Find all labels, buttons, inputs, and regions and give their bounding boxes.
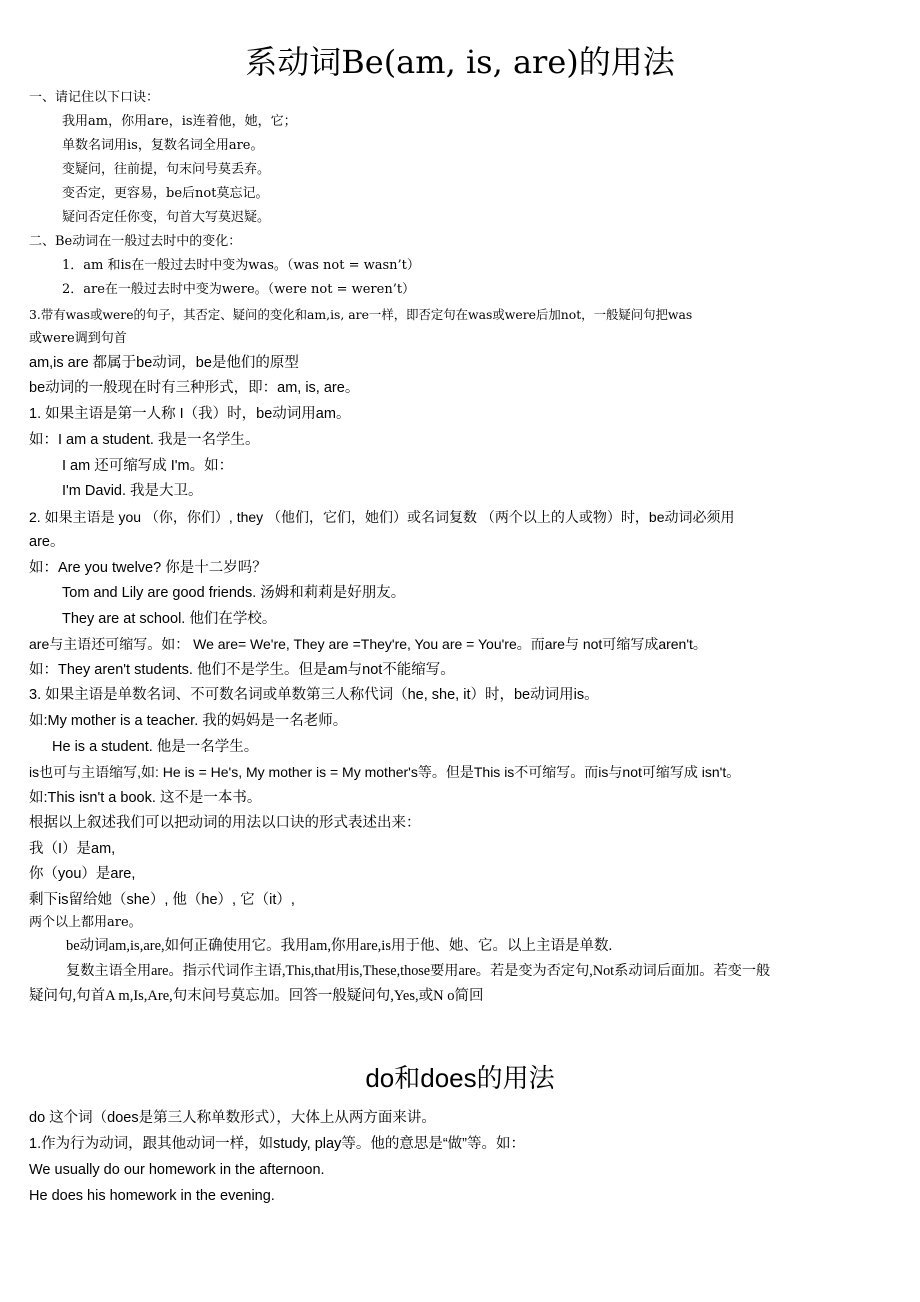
text-line: 1．am 和is在一般过去时中变为was。（was not = wasn’t） <box>62 258 420 273</box>
text-line: 我用am，你用are，is连着他，她，它； <box>62 114 297 129</box>
text-line: be动词的一般现在时有三种形式，即：am, is, are。 <box>29 380 360 396</box>
text-line: are与主语还可缩写。如： We are= We're, They are =They're, You are = You're。而are与 not可缩写成aren't。 <box>29 636 707 652</box>
text-line: 一、请记住以下口诀： <box>29 90 160 105</box>
text-line: 1.作为行为动词，跟其他动词一样，如study, play等。他的意思是“做”等。如： <box>29 1136 525 1152</box>
text-line: 变否定，更容易，be后not莫忘记。 <box>62 186 269 201</box>
text-line: 复数主语全用are。指示代词作主语,This,that用is,These,those要用are。若是变为否定句,Not系动词后面加。若变一般 <box>66 963 771 979</box>
text-line: 疑问否定任你变，句首大写莫迟疑。 <box>62 210 271 225</box>
text-line: We usually do our homework in the afternoon. <box>29 1162 325 1178</box>
text-line: 3.带有was或were的句子，其否定、疑问的变化和am,is, are一样，即否定句在was或were后加not，一般疑问句把was <box>29 307 693 322</box>
text-line: 两个以上都用are。 <box>29 915 142 930</box>
section-title: do和does的用法 <box>365 1063 555 1093</box>
text-line: 疑问句,句首A m,Is,Are,句末问号莫忘加。回答一般疑问句,Yes,或N o简回 <box>29 988 484 1004</box>
text-line: He is a student. 他是一名学生。 <box>52 739 259 755</box>
text-line: 如：I am a student. 我是一名学生。 <box>29 432 260 448</box>
text-line: 变疑问，往前提，句末问号莫丢弃。 <box>62 162 271 177</box>
text-line: 你（you）是are, <box>29 866 136 882</box>
text-line: 1. 如果主语是第一人称 I（我）时，be动词用am。 <box>29 406 351 422</box>
text-line: 或were调到句首 <box>29 331 127 346</box>
text-line: 根据以上叙述我们可以把动词的用法以口诀的形式表述出来： <box>29 815 421 831</box>
text-line: 如:This isn't a book. 这不是一本书。 <box>29 790 262 806</box>
text-line: 2. 如果主语是 you （你，你们）, they （他们，它们，她们）或名词复数 （两个以上的人或物）时，be动词必须用 <box>29 509 735 525</box>
page-title: 系动词Be(am, is, are)的用法 <box>245 43 675 81</box>
text-line: 二、Be动词在一般过去时中的变化： <box>29 234 242 249</box>
text-line: They are at school. 他们在学校。 <box>62 611 277 627</box>
text-line: 如：They aren't students. 他们不是学生。但是am与not不能缩写。 <box>29 662 455 678</box>
text-line: Tom and Lily are good friends. 汤姆和莉莉是好朋友。 <box>62 585 406 601</box>
text-line: I'm David. 我是大卫。 <box>62 483 203 499</box>
text-line: 单数名词用is，复数名词全用are。 <box>62 138 264 153</box>
text-line: I am 还可缩写成 I'm。如： <box>62 458 234 474</box>
text-line: be动词am,is,are,如何正确使用它。我用am,你用are,is用于他、她、它。以上主语是单数. <box>66 938 613 954</box>
text-line: 2．are在一般过去时中变为were。（were not = weren’t） <box>62 282 416 297</box>
text-line: 如:My mother is a teacher. 我的妈妈是一名老师。 <box>29 713 348 729</box>
text-line: am,is are 都属于be动词，be是他们的原型 <box>29 355 299 371</box>
text-line: 剩下is留给她（she）, 他（he）, 它（it）, <box>29 892 295 908</box>
text-line: 3. 如果主语是单数名词、不可数名词或单数第三人称代词（he, she, it）时，be动词用is。 <box>29 687 599 703</box>
text-line: He does his homework in the evening. <box>29 1188 275 1204</box>
text-line: 如：Are you twelve? 你是十二岁吗？ <box>29 560 267 576</box>
text-line: are。 <box>29 534 65 550</box>
text-line: do 这个词（does是第三人称单数形式），大体上从两方面来讲。 <box>29 1110 436 1126</box>
text-line: 我（I）是am, <box>29 841 116 857</box>
text-line: is也可与主语缩写,如: He is = He's, My mother is = My mother's等。但是This is不可缩写。而is与not可缩写成 isn't。 <box>29 764 741 780</box>
